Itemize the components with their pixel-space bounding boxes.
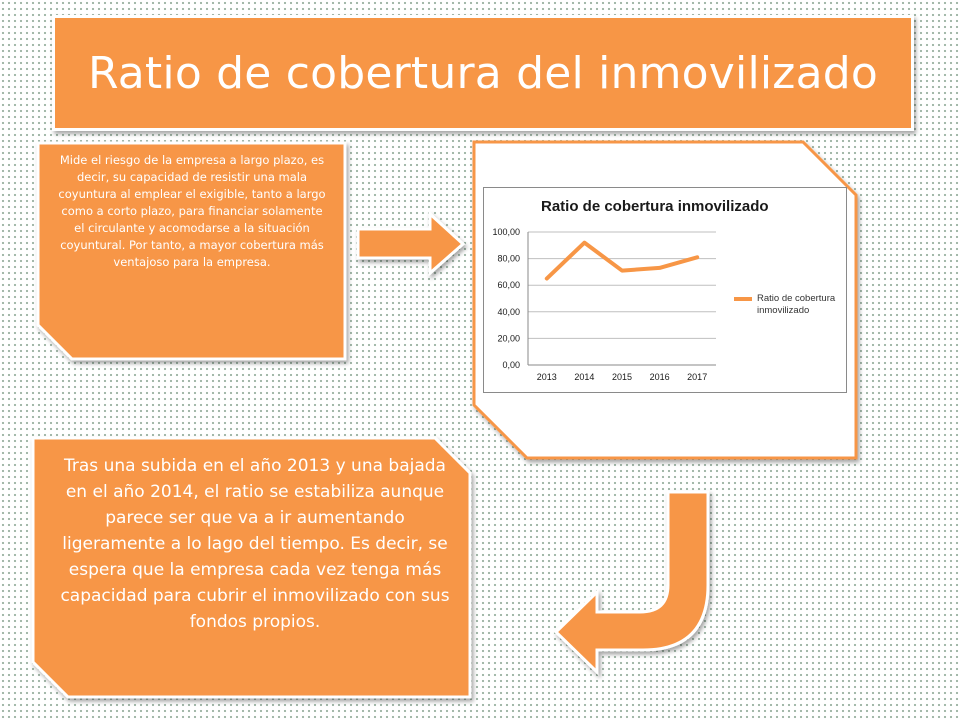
series-line [547,243,697,279]
y-tick-label: 20,00 [497,333,520,344]
data-point [697,257,698,258]
data-point [622,270,623,271]
y-tick-label: 0,00 [502,360,520,370]
y-tick-label: 100,00 [492,227,520,237]
x-tick-label: 2014 [574,372,595,382]
description-text: Mide el riesgo de la empresa a largo plazo, es decir, su capacidad de resistir una mala coyuntura al emplear el exigible, tanto a largo como a corto plazo, para financiar solamente el circulante y acomodarse a la situación coyuntural. Por tanto, a mayor cobertura más ventajoso para la empresa. [58,153,326,269]
data-point [659,267,660,268]
x-tick-label: 2013 [536,372,557,382]
legend-label: Ratio de cobertura inmovilizado [757,293,836,316]
y-tick-label: 40,00 [497,306,520,317]
conclusion-text: Tras una subida en el año 2013 y una bajada en el año 2014, el ratio se estabiliza aunque parece ser que va a ir aumentando ligeramente a lo lago del tiempo. Es decir, se espera que la empresa cada vez tenga más capacidad para cubrir el inmovilizado con sus fondos propios. [60,456,450,632]
x-tick-label: 2017 [687,372,708,382]
x-tick-label: 2015 [611,372,633,382]
data-point [584,242,585,243]
data-point [546,278,547,279]
x-tick-label: 2016 [649,372,670,382]
chart-title: Ratio de cobertura inmovilizado [541,198,769,215]
y-tick-label: 80,00 [497,253,520,264]
page-title: Ratio de cobertura del inmovilizado [87,47,879,99]
y-tick-label: 60,00 [497,280,520,291]
